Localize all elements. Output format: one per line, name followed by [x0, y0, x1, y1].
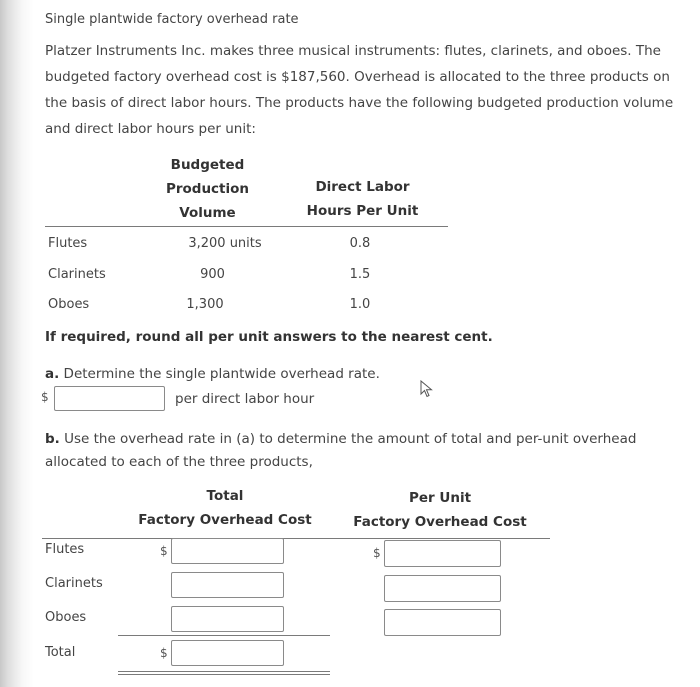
header-line: Factory Overhead Cost [138, 512, 312, 528]
table1-volume-cell: 3,200 units [188, 236, 262, 251]
mouse-pointer-icon [420, 380, 434, 398]
header-line: Volume [179, 205, 236, 221]
oboes-per-unit-overhead-field[interactable] [384, 609, 501, 636]
subtotal-rule [118, 635, 330, 636]
table2-header-rule [42, 538, 550, 539]
clarinets-per-unit-overhead-input[interactable] [385, 576, 500, 601]
table2-row-label: Clarinets [45, 576, 103, 591]
header-line: Per Unit [408, 490, 472, 506]
total-overhead-field[interactable] [171, 640, 284, 666]
flutes-per-unit-overhead-input[interactable] [385, 541, 500, 566]
currency-sign: $ [160, 646, 168, 660]
header-line: Total [206, 488, 244, 504]
clarinets-total-overhead-input[interactable] [172, 573, 283, 597]
table1-row-label: Clarinets [48, 267, 106, 282]
table1-col1-header [150, 153, 265, 225]
total-double-rule-bottom [118, 674, 330, 675]
header-line: Production [165, 181, 250, 197]
table2-row-label: Oboes [45, 610, 87, 625]
table2-row-label: Total [45, 645, 76, 660]
currency-sign: $ [373, 546, 381, 560]
rounding-note: If required, round all per unit answers to the nearest cent. [45, 329, 493, 345]
header-line: Hours Per Unit [306, 203, 419, 219]
flutes-total-overhead-field[interactable] [171, 538, 284, 564]
part-b-text: Use the overhead rate in (a) to determine the amount of total and per-unit overhead allocated to each of the three products, [45, 431, 637, 470]
part-a-text: Determine the single plantwide overhead rate. [63, 366, 380, 382]
table1-row-label: Flutes [48, 236, 88, 251]
currency-sign: $ [160, 544, 168, 558]
oboes-total-overhead-input[interactable] [172, 607, 283, 631]
part-b-question [45, 428, 675, 474]
table1-volume-cell: 1,300 [186, 297, 224, 312]
table2-col1-header [125, 484, 325, 532]
header-line: Factory Overhead Cost [353, 514, 527, 530]
page-title: Single plantwide factory overhead rate [45, 12, 299, 27]
overhead-rate-field[interactable] [54, 386, 165, 411]
part-b-letter: b. [45, 431, 60, 447]
total-overhead-input[interactable] [172, 641, 283, 665]
part-a-unit-label: per direct labor hour [175, 391, 315, 407]
oboes-total-overhead-field[interactable] [171, 606, 284, 632]
table1-hours-cell: 1.0 [349, 297, 371, 312]
total-double-rule-top [118, 671, 330, 672]
table2-row-label: Flutes [45, 542, 85, 557]
part-a-letter: a. [45, 366, 60, 382]
table1-hours-cell: 1.5 [349, 267, 371, 282]
clarinets-total-overhead-field[interactable] [171, 572, 284, 598]
header-line: Budgeted [170, 157, 245, 173]
problem-intro: Platzer Instruments Inc. makes three musical instruments: flutes, clarinets, and oboes. The budgeted factory overhead cost is $187,560. Overhead is allocated to the three products on the basis of direct labor hours. The products have the following budgeted production volume and direct labor hours per unit: [45, 43, 674, 137]
overhead-rate-input[interactable] [55, 387, 164, 410]
clarinets-per-unit-overhead-field[interactable] [384, 575, 501, 602]
flutes-total-overhead-input[interactable] [172, 539, 283, 563]
flutes-per-unit-overhead-field[interactable] [384, 540, 501, 567]
oboes-per-unit-overhead-input[interactable] [385, 610, 500, 635]
table1-col2-header [295, 175, 430, 223]
table1-row-label: Oboes [48, 297, 90, 312]
table1-header-rule [45, 226, 448, 227]
part-a-question [45, 363, 380, 386]
currency-sign: $ [41, 390, 49, 404]
table2-col2-header [340, 486, 540, 534]
header-line: Direct Labor [315, 179, 410, 195]
table1-volume-cell: 900 [200, 267, 225, 282]
table1-hours-cell: 0.8 [349, 236, 371, 251]
